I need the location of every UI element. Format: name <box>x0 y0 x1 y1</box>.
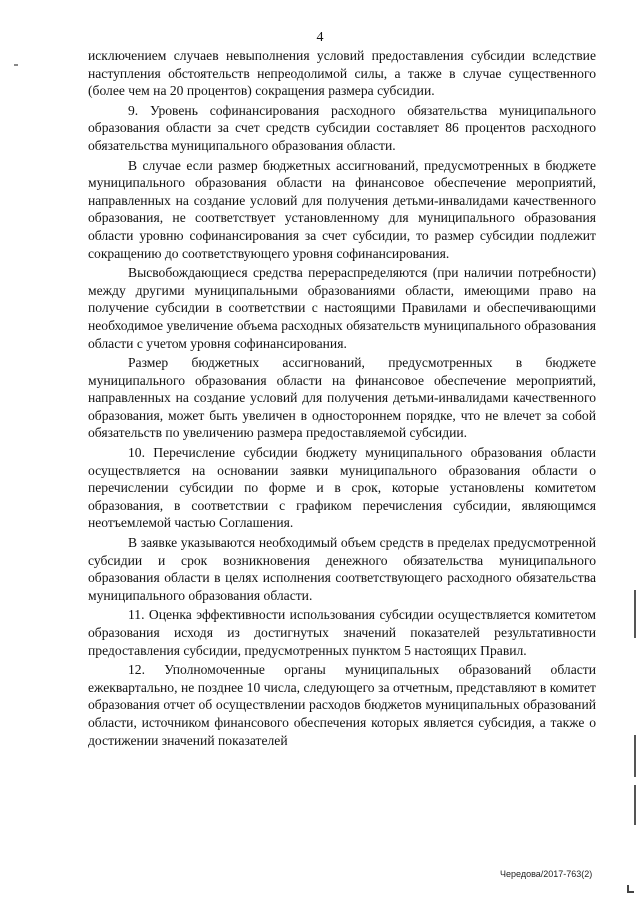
scan-artifact-corner <box>627 885 634 893</box>
document-code: Чередова/2017-763(2) <box>500 869 593 879</box>
paragraph-continuation: исключением случаев невыполнения условий предоставления субсидии вследствие наступления обстоятельств непреодолимой силы, а также в случае существенного (более чем на 20 процентов) сокращения размера субсидии. <box>88 48 596 99</box>
scan-artifact-line <box>634 785 636 825</box>
scan-artifact-mark <box>14 64 18 66</box>
document-body <box>88 47 596 751</box>
paragraph-item-12: 12. Уполномоченные органы муниципальных образований области ежеквартально, не позднее 10 числа, следующего за отчетным, представляют в комитет образования отчет об осуществлении расходов бюджетов муниципальных образований области, источником финансового обеспечения которых является субсидия, а также о достижении значений показателей <box>88 662 596 748</box>
paragraph-application: В заявке указываются необходимый объем средств в пределах предусмотренной субсидии и срок возникновения денежного обязательства муниципального образования области в целях исполнения соответствующего расходного обязательства муниципального образования области. <box>88 535 596 603</box>
paragraph-budget-increase: Размер бюджетных ассигнований, предусмотренных в бюджете муниципального образования области на финансовое обеспечение мероприятий, направленных на создание условий для получения детьми-инвалидами качественного образования, может быть увеличен в одностороннем порядке, что не влечет за собой обязательств по увеличению размера предоставляемой субсидии. <box>88 355 596 441</box>
page-number: 4 <box>316 30 324 45</box>
paragraph-redistribution: Высвобождающиеся средства перераспределяются (при наличии потребности) между другими муниципальными образованиями области, имеющими право на получение субсидии в соответствии с настоящими Правилами и обеспечивающими необходимое увеличение объема расходных обязательств муниципального образования области с учетом уровня софинансирования. <box>88 265 596 351</box>
paragraph-item-10: 10. Перечисление субсидии бюджету муниципального образования области осуществляется на основании заявки муниципального образования области о перечислении субсидии по форме и в срок, которые установлены комитетом образования, в соответствии с графиком перечисления субсидии, являющимся неотъемлемой частью Соглашения. <box>88 445 596 531</box>
paragraph-item-9: 9. Уровень софинансирования расходного обязательства муниципального образования области за счет средств субсидии составляет 86 процентов расходного обязательства муниципального образования области. <box>88 102 596 153</box>
scan-artifact-line <box>634 590 636 638</box>
paragraph-budget-mismatch: В случае если размер бюджетных ассигнований, предусмотренных в бюджете муниципального образования области на финансовое обеспечение мероприятий, направленных на создание условий для получения детьми-инвалидами качественного образования, не соответствует установленному для муниципального образования области уровню софинансирования за счет субсидии, то размер субсидии подлежит сокращению до соответствующего уровня софинансирования. <box>88 157 596 261</box>
paragraph-item-11: 11. Оценка эффективности использования субсидии осуществляется комитетом образования исходя из достигнутых значений показателей результативности предоставления субсидии, предусмотренных пунктом 5 настоящих Правил. <box>88 607 596 658</box>
scan-artifact-line <box>634 735 636 777</box>
